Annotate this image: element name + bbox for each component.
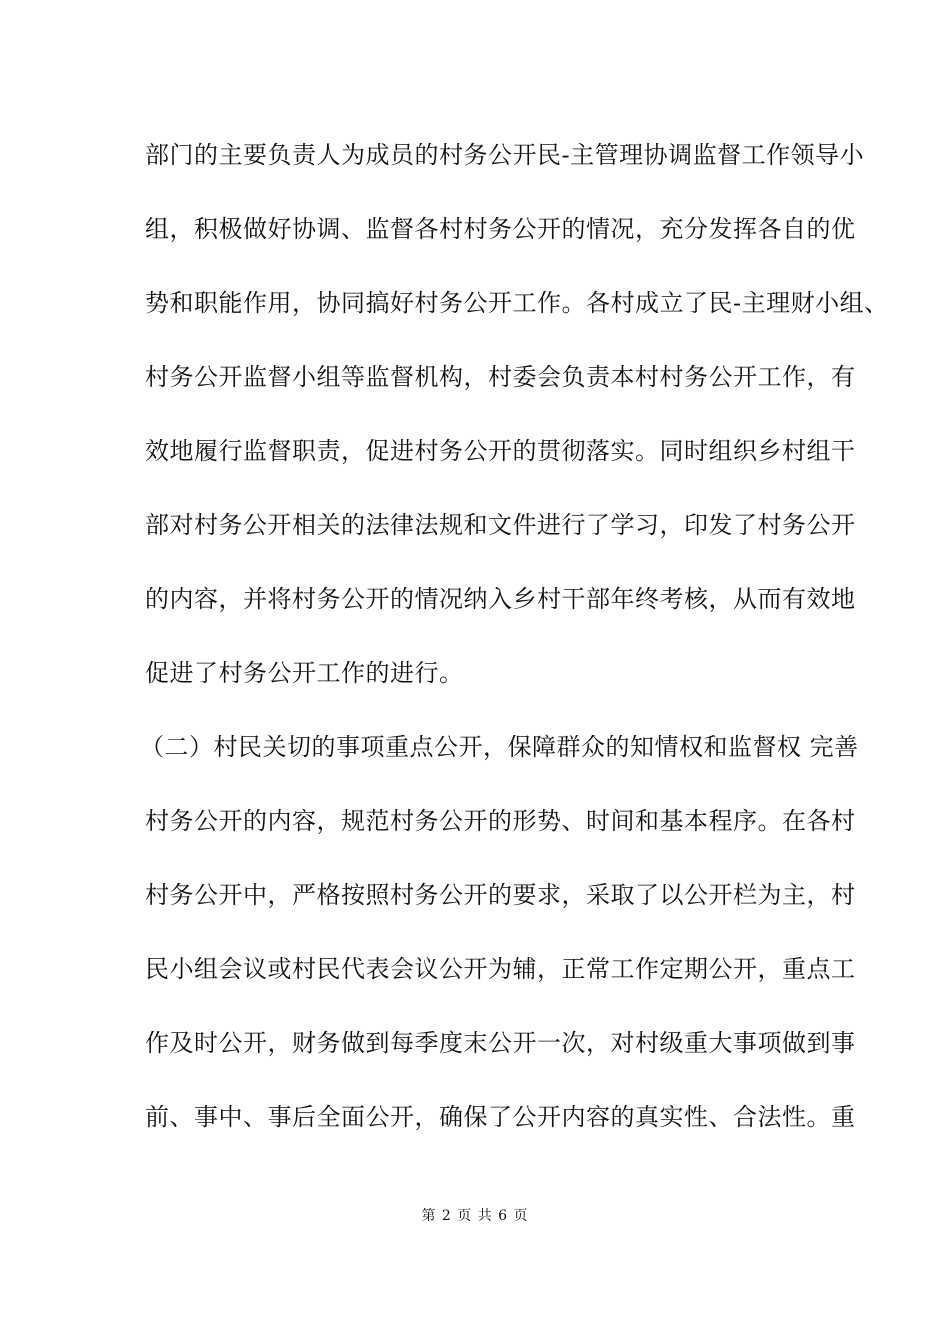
body-text-line: 前、事中、事后全面公开，确保了公开内容的真实性、合法性。重 [145,1103,856,1131]
body-text-line: 村务公开中，严格按照村务公开的要求，采取了以公开栏为主，村 [145,881,856,909]
body-text-line: 民小组会议或村民代表会议公开为辅，正常工作定期公开，重点工 [145,955,856,983]
body-text-line: 促进了村务公开工作的进行。 [145,659,464,687]
section-heading-line: （二）村民关切的事项重点公开，保障群众的知情权和监督权 完善 [140,733,859,761]
body-text-line: 部对村务公开相关的法律法规和文件进行了学习，印发了村务公开 [145,511,856,539]
body-text-line: 作及时公开，财务做到每季度末公开一次，对村级重大事项做到事 [145,1029,856,1057]
body-text-line: 势和职能作用，协同搞好村务公开工作。各村成立了民-主理财小组、 [145,289,889,317]
body-text-line: 组，积极做好协调、监督各村村务公开的情况，充分发挥各自的优 [145,215,856,243]
body-text-line: 村务公开监督小组等监督机构，村委会负责本村村务公开工作，有 [145,363,856,391]
body-text-line: 部门的主要负责人为成员的村务公开民-主管理协调监督工作领导小 [145,141,865,169]
page-number-footer: 第 2 页 共 6 页 [421,1208,529,1224]
body-text-line: 效地履行监督职责，促进村务公开的贯彻落实。同时组织乡村组干 [145,437,856,465]
body-text-line: 村务公开的内容，规范村务公开的形势、时间和基本程序。在各村 [145,807,856,835]
body-text-line: 的内容，并将村务公开的情况纳入乡村干部年终考核，从而有效地 [145,585,856,613]
